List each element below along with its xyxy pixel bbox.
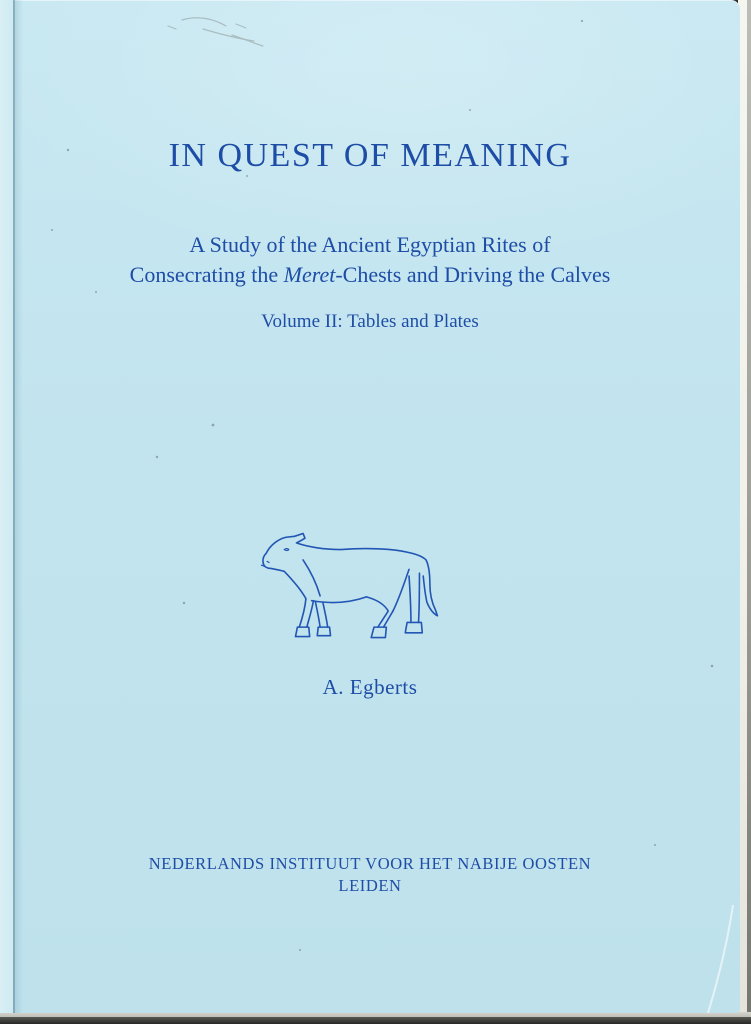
cover-subtitle bbox=[13, 230, 727, 290]
subtitle-line2-post: -Chests and Driving the Calves bbox=[335, 262, 611, 287]
subtitle-line1: A Study of the Ancient Egyptian Rites of bbox=[189, 232, 551, 257]
cover-text-zone bbox=[13, 0, 727, 1013]
publisher-block bbox=[13, 853, 727, 897]
author-name: A. Egberts bbox=[322, 675, 418, 699]
volume-line: Volume II: Tables and Plates bbox=[261, 311, 479, 332]
cover-title: IN QUEST OF MEANING bbox=[168, 137, 572, 174]
table-surface-dark bbox=[0, 1017, 751, 1024]
photo-right-border bbox=[747, 0, 751, 1014]
publisher-city: LEIDEN bbox=[338, 876, 402, 895]
spine-edge bbox=[0, 0, 13, 1013]
publisher-name: NEDERLANDS INSTITUUT VOOR HET NABIJE OOSTEN bbox=[148, 854, 592, 873]
calf-illustration-icon bbox=[248, 524, 466, 647]
subtitle-line2-italic: Meret bbox=[283, 262, 336, 287]
subtitle-line2-pre: Consecrating the bbox=[129, 262, 284, 287]
